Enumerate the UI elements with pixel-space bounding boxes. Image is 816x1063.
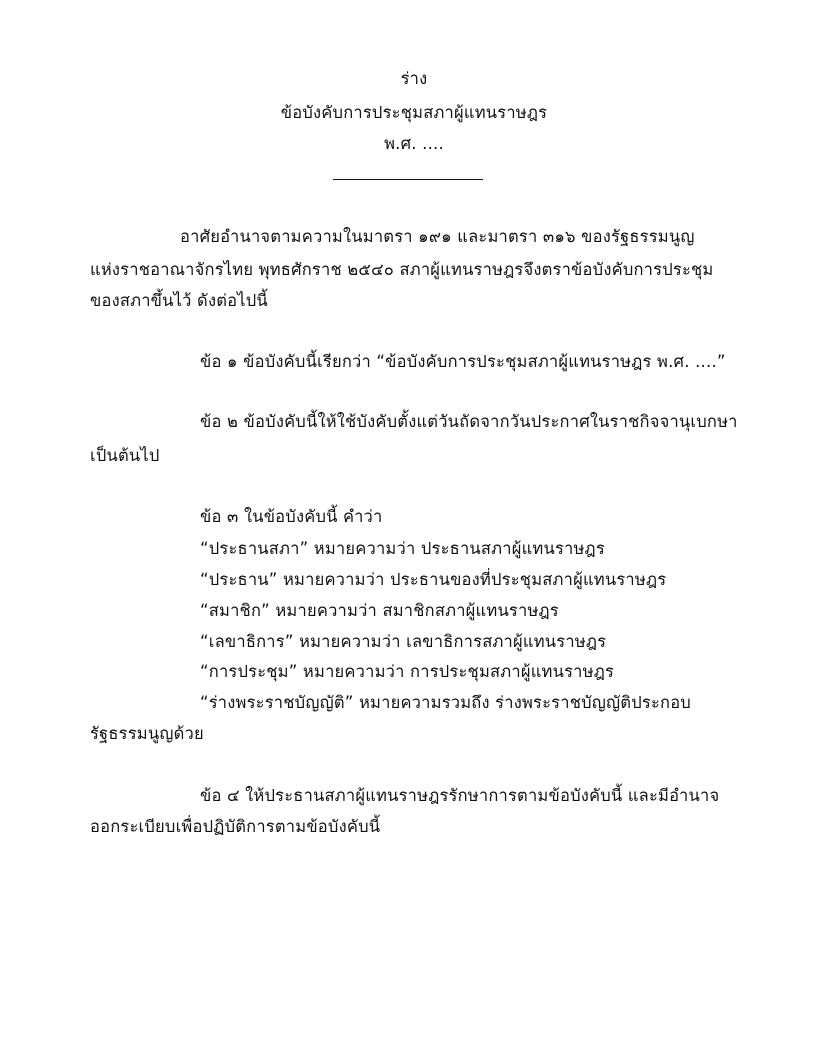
definition-item: “ประธาน” หมายความว่า ประธานของที่ประชุมสภาผู้แทนราษฎร [200, 570, 667, 589]
definition-item: “เลขาธิการ” หมายความว่า เลขาธิการสภาผู้แทนราษฎร [200, 632, 607, 651]
definition-item: “ประธานสภา” หมายความว่า ประธานสภาผู้แทนราษฎร [200, 539, 605, 558]
document-year: พ.ศ. .... [384, 134, 444, 153]
preamble-line-3: ของสภาขึ้นไว้ ดังต่อไปนี้ [90, 291, 268, 310]
title-divider [333, 179, 483, 180]
draft-label: ร่าง [400, 69, 428, 88]
definition-item: “สมาชิก” หมายความว่า สมาชิกสภาผู้แทนราษฎร [200, 601, 559, 620]
clause-3-intro: ข้อ ๓ ในข้อบังคับนี้ คำว่า [200, 507, 383, 526]
clause-1: ข้อ ๑ ข้อบังคับนี้เรียกว่า “ข้อบังคับการประชุมสภาผู้แทนราษฎร พ.ศ. ....” [200, 352, 726, 371]
definition-continuation: รัฐธรรมนูญด้วย [90, 724, 204, 743]
clause-2-line-1: ข้อ ๒ ข้อบังคับนี้ให้ใช้บังคับตั้งแต่วันถัดจากวันประกาศในราชกิจจานุเบกษา [200, 412, 738, 431]
clause-4-line-2: ออกระเบียบเพื่อปฏิบัติการตามข้อบังคับนี้ [90, 817, 381, 836]
definition-item: “การประชุม” หมายความว่า การประชุมสภาผู้แทนราษฎร [200, 662, 615, 681]
document-title: ข้อบังคับการประชุมสภาผู้แทนราษฎร [280, 103, 548, 122]
definition-item: “ร่างพระราชบัญญัติ” หมายความรวมถึง ร่างพระราชบัญญัติประกอบ [200, 693, 691, 712]
clause-4-line-1: ข้อ ๔ ให้ประธานสภาผู้แทนราษฎรรักษาการตามข้อบังคับนี้ และมีอำนาจ [200, 786, 720, 805]
clause-2-line-2: เป็นต้นไป [90, 446, 160, 465]
preamble-line-1: อาศัยอำนาจตามความในมาตรา ๑๙๑ และมาตรา ๓๑๖ ของรัฐธรรมนูญ [180, 227, 695, 246]
preamble-line-2: แห่งราชอาณาจักรไทย พุทธศักราช ๒๕๔๐ สภาผู้แทนราษฎรจึงตราข้อบังคับการประชุม [90, 260, 714, 279]
